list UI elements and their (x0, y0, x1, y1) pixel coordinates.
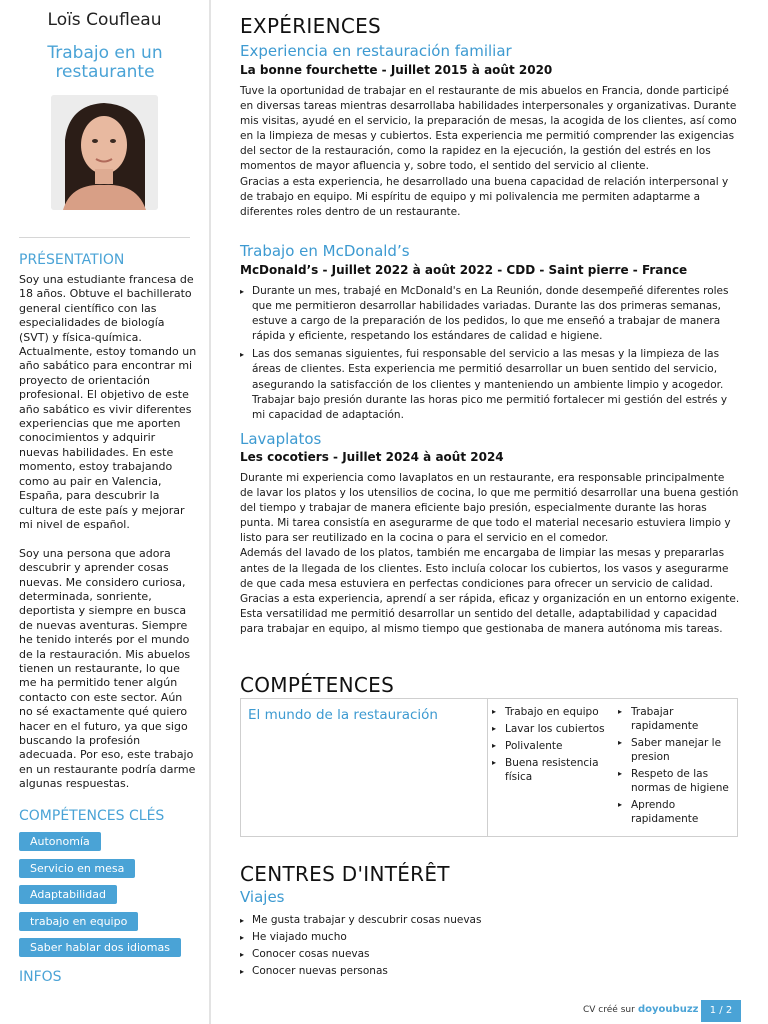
list-item-text: Respeto de las normas de higiene (631, 768, 729, 794)
bullet-arrow-icon: ▸ (240, 287, 245, 296)
list-item (618, 798, 733, 826)
list-item-text: Las dos semanas siguientes, fui responsable del servicio a las mesas y la limpieza de las áreas de clientes. Esta experiencia me permitió desarrollar un buen sentido del servicio, asegurando la satisfacción de los clientes y manteniendo un ambiente limpio y acogedor. Trabajar bajo presión durante las horas pico me permitió fortalecer mi gestión del estrés y mi capacidad de adaptación. (252, 348, 728, 421)
bullet-arrow-icon: ▸ (492, 758, 497, 767)
bullet-arrow-icon: ▸ (618, 707, 623, 716)
competence-group-cell (241, 699, 488, 836)
interests-list (240, 913, 740, 981)
bullet-arrow-icon: ▸ (492, 724, 497, 733)
experience-bullets (240, 284, 740, 426)
experience-description: Durante mi experiencia como lavaplatos en un restaurante, era responsable principalmente de lavar los platos y los utensilios de cocina, lo que me permitió desarrollar una buena gestión del tiempo y trabajar de manera eficiente bajo presión, especialmente durante las horas punta. Mi tarea consistía en asegurarme de que todo el material necesario estuviera limpio y listo para ser reutilizado en la cocina o para el servicio en el comedor. Además del lavado de los platos, también me encargaba de limpiar las mesas y prepararlas antes de la llegada de los clientes. Esto incluía colocar los cubiertos, los vasos y asegurarme de que cada mesa estuviera en perfectas condiciones para ofrecer un servicio de calidad. Gracias a esta experiencia, aprendí a ser rápida, eficaz y organización en un entorno exigente. Esta versatilidad me permitió desarrollar un sentido del detalle, adaptabilidad y capacidad para trabajar en equipo, al mismo tiempo que gestionaba de manera autónoma mis tareas. (240, 472, 740, 635)
infos-heading: INFOS (19, 969, 62, 985)
list-item (492, 739, 610, 753)
list-item (240, 964, 740, 979)
bullet-arrow-icon: ▸ (240, 967, 245, 977)
page-number: 1 / 2 (701, 1000, 741, 1022)
candidate-name: Loïs Coufleau (47, 10, 162, 30)
list-item (240, 284, 740, 344)
key-skills-list (19, 830, 181, 963)
bullet-arrow-icon: ▸ (240, 933, 245, 943)
bullet-arrow-icon: ▸ (492, 707, 497, 716)
competence-list (492, 705, 610, 787)
list-item-text: He viajado mucho (252, 931, 347, 944)
experience-subtitle: La bonne fourchette - Juillet 2015 à août 2020 (240, 63, 553, 77)
list-item-text: Buena resistencia física (505, 757, 599, 783)
bullet-arrow-icon: ▸ (240, 350, 245, 360)
list-item-text: Lavar los cubiertos (505, 723, 605, 735)
list-item (618, 736, 733, 764)
experience-title: Lavaplatos (240, 430, 322, 448)
list-item (240, 347, 740, 422)
skill-tag: Adaptabilidad (19, 885, 117, 904)
bullet-arrow-icon: ▸ (618, 800, 623, 809)
list-item (492, 705, 610, 719)
skill-tag: Servicio en mesa (19, 859, 135, 878)
list-item-text: Durante un mes, trabajé en McDonald's en La Reunión, donde desempeñé diferentes roles que me permitieron desarrollar habilidades variadas. Durante las dos primeras semanas, estuve a cargo de la preparación de los pedidos, lo que me enseñó a trabajar de manera rápida y eficiente, respetando los estándares de calidad e higiene. (252, 285, 729, 343)
list-item (618, 705, 733, 733)
bullet-arrow-icon: ▸ (240, 916, 245, 925)
skill-tag: trabajo en equipo (19, 912, 138, 931)
list-item (618, 767, 733, 795)
interests-heading: CENTRES D'INTÉRÊT (240, 862, 450, 886)
presentation-text: Soy una estudiante francesa de 18 años. Obtuve el bachillerato general científico con las especialidades de biología (SVT) y física-química. Actualmente, estoy tomando un año sabático para encontrar mi proyecto de orientación profesional. El objetivo de este año sabático es vivir diferentes experiencias que me aporten conocimientos y adquirir nuevas habilidades. En este momento, estoy trabajando como au pair en Valencia, España, para descubrir la cultura de este país y mejorar mi nivel de español. Soy una persona que adora descubrir y aprender cosas nuevas. Me considero curiosa, determinada, sonriente, deportista y siempre en busca de nuevas aventuras. Siempre he tenido interés por el mundo de la restauración. Mis abuelos tienen un restaurante, lo que me ha permitido tener algún contacto con este sector. Aún no sé exactamente qué quiero hacer en el futuro, ya que sigo buscando la profesión adecuada. Por eso, este trabajo en un restaurante podría darme algunas respuestas. (19, 273, 197, 791)
competences-table (240, 698, 738, 837)
skill-tag: Autonomía (19, 832, 101, 851)
doyoubuzz-logo[interactable]: doyoubuzz (638, 1004, 699, 1015)
competence-list (618, 705, 733, 829)
list-item (240, 947, 740, 962)
list-item (240, 913, 740, 928)
list-item-text: Conocer nuevas personas (252, 965, 388, 978)
profile-photo (51, 95, 158, 210)
interest-subtitle: Viajes (240, 888, 285, 906)
list-item-text: Conocer cosas nuevas (252, 948, 370, 961)
list-item (492, 756, 610, 784)
list-item (240, 930, 740, 945)
list-item (492, 722, 610, 736)
bullet-arrow-icon: ▸ (240, 950, 245, 960)
list-item-text: Trabajar rapidamente (631, 706, 699, 732)
list-item-text: Me gusta trabajar y descubrir cosas nuevas (252, 914, 482, 926)
experience-subtitle: Les cocotiers - Juillet 2024 à août 2024 (240, 450, 504, 464)
competences-heading: COMPÉTENCES (240, 673, 395, 697)
experience-title: Trabajo en McDonald’s (240, 242, 410, 260)
bullet-arrow-icon: ▸ (492, 741, 497, 750)
job-title: Trabajo en un restaurante (47, 43, 163, 82)
experience-description: Tuve la oportunidad de trabajar en el restaurante de mis abuelos en Francia, donde participé en diversas tareas mientras desarrollaba habilidades interpersonales y organizativas. Durante mis visitas, ayudé en el servicio, la preparación de mesas, la acogida de los clientes, así como en la limpieza de mesas y cubiertos. Esta experiencia me permitió comprender las exigencias del sector de la restauración, como la rapidez en la ejecución, la gestión del estrés en los momentos de mayor afluencia y, sobre todo, el sentido del servicio al cliente. Gracias a esta experiencia, he desarrollado una buena capacidad de relación interpersonal y de trabajo en equipo. Mi espíritu de equipo y mi polivalencia me permiten adaptarme a diferentes roles dentro de un restaurante. (240, 85, 737, 218)
list-item-text: Trabajo en equipo (505, 706, 599, 718)
experiences-heading: EXPÉRIENCES (240, 14, 382, 38)
competence-group-label: El mundo de la restauración (248, 707, 438, 723)
presentation-heading: PRÉSENTATION (19, 252, 125, 268)
list-item-text: Aprendo rapidamente (631, 799, 699, 825)
sidebar (0, 0, 211, 1024)
bullet-arrow-icon: ▸ (618, 738, 623, 747)
experience-subtitle: McDonald’s - Juillet 2022 à août 2022 - CDD - Saint pierre - France (240, 263, 688, 277)
sidebar-divider (19, 237, 190, 238)
bullet-arrow-icon: ▸ (618, 769, 623, 778)
skill-tag: Saber hablar dos idiomas (19, 938, 181, 957)
list-item-text: Polivalente (505, 740, 563, 752)
footer-created-label: CV créé sur (583, 1005, 635, 1015)
experience-title: Experiencia en restauración familiar (240, 42, 512, 60)
key-skills-heading: COMPÉTENCES CLÉS (19, 808, 165, 824)
list-item-text: Saber manejar le presion (631, 737, 722, 763)
